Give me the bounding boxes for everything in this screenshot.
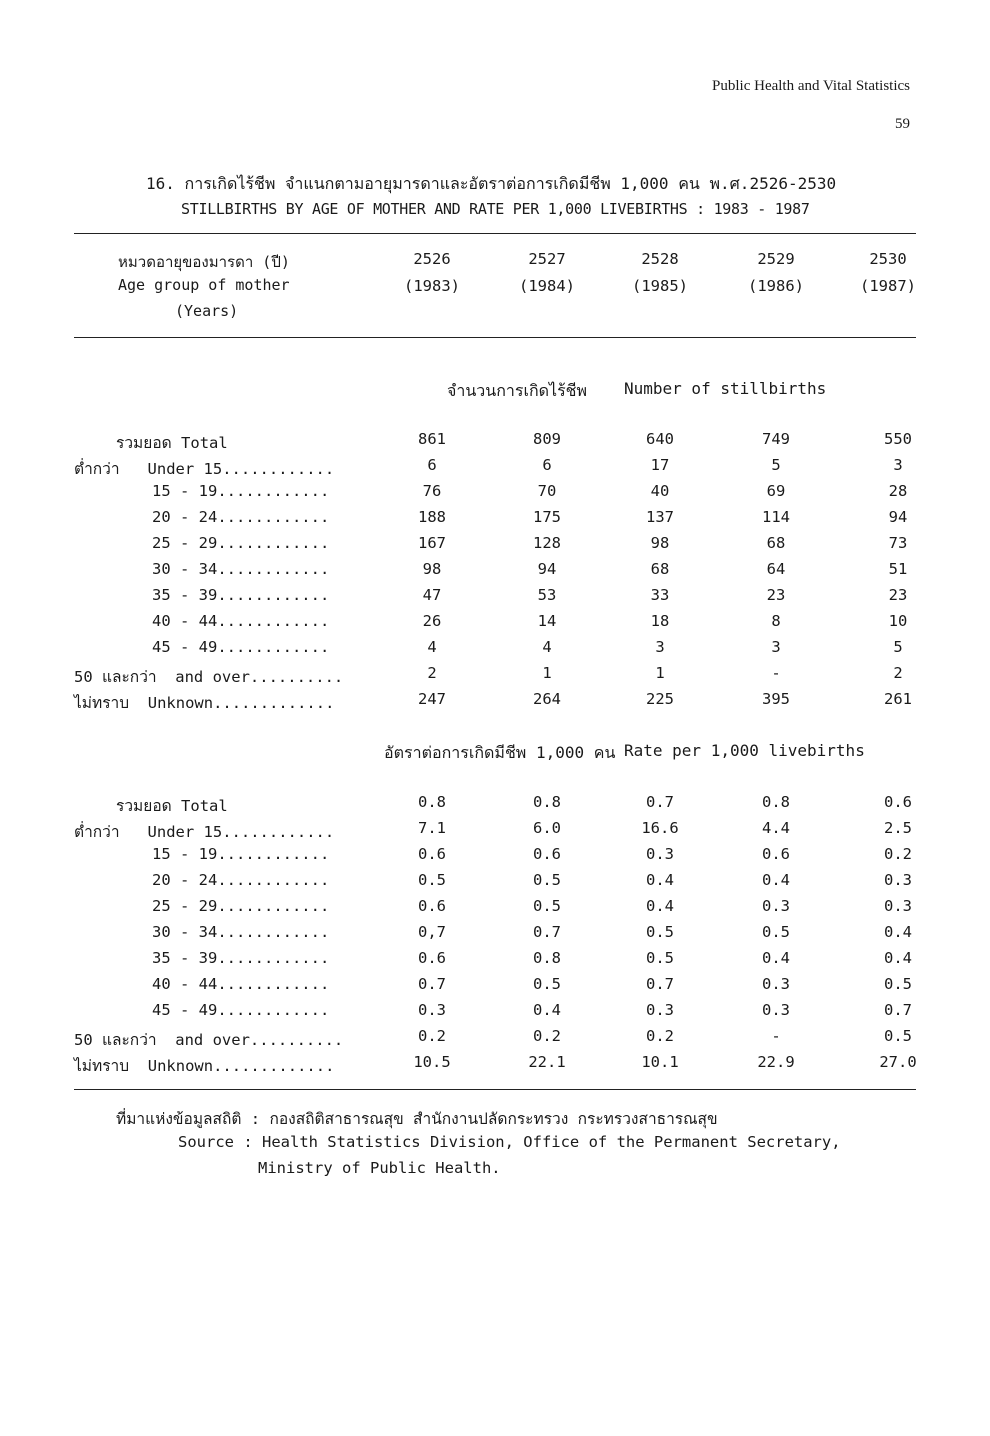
row-label: 25 - 29............ bbox=[152, 534, 330, 552]
table-cell: 5 bbox=[893, 638, 903, 656]
table-cell: 40 bbox=[650, 482, 670, 500]
table-cell: 51 bbox=[888, 560, 908, 578]
table-cell: 0.3 bbox=[646, 845, 674, 863]
row-label: 40 - 44............ bbox=[152, 612, 330, 630]
table-cell: 861 bbox=[418, 430, 446, 448]
row-label: 20 - 24............ bbox=[152, 508, 330, 526]
row-label: 50 และกว่า and over.......... bbox=[74, 668, 344, 686]
table-cell: 0.7 bbox=[646, 975, 674, 993]
row-label: 35 - 39............ bbox=[152, 949, 330, 967]
top-rule bbox=[74, 233, 916, 234]
table-cell: 0.6 bbox=[762, 845, 790, 863]
table-cell: 4.4 bbox=[762, 819, 790, 837]
table-cell: 76 bbox=[422, 482, 442, 500]
row-label: ไม่ทราบ Unknown............. bbox=[74, 694, 335, 712]
column-header-ce: (1984) bbox=[519, 277, 575, 295]
table-cell: 0.7 bbox=[418, 975, 446, 993]
table-cell: 68 bbox=[766, 534, 786, 552]
column-header-be: 2529 bbox=[757, 250, 795, 268]
row-label: 20 - 24............ bbox=[152, 871, 330, 889]
table-cell: 175 bbox=[533, 508, 561, 526]
table-cell: 94 bbox=[888, 508, 908, 526]
table-cell: 0.7 bbox=[884, 1001, 912, 1019]
row-label: 45 - 49............ bbox=[152, 1001, 330, 1019]
table-cell: 68 bbox=[650, 560, 670, 578]
bottom-rule bbox=[74, 1089, 916, 1090]
column-header-be: 2528 bbox=[641, 250, 679, 268]
table-cell: - bbox=[771, 664, 781, 682]
table-cell: 0.8 bbox=[418, 793, 446, 811]
row-header-english: Age group of mother bbox=[118, 276, 290, 294]
table-title-english: STILLBIRTHS BY AGE OF MOTHER AND RATE PER 1,000 LIVEBIRTHS : 1983 - 1987 bbox=[181, 200, 810, 218]
table-cell: 0.4 bbox=[533, 1001, 561, 1019]
table-cell: 4 bbox=[542, 638, 552, 656]
table-cell: 5 bbox=[771, 456, 781, 474]
page-number: 59 bbox=[895, 116, 910, 132]
table-cell: 0.8 bbox=[533, 949, 561, 967]
table-cell: 0.8 bbox=[762, 793, 790, 811]
column-header-ce: (1983) bbox=[404, 277, 460, 295]
table-cell: 0.7 bbox=[646, 793, 674, 811]
table-cell: 0.3 bbox=[762, 897, 790, 915]
table-cell: 188 bbox=[418, 508, 446, 526]
table-cell: 0.2 bbox=[646, 1027, 674, 1045]
table-cell: 0.6 bbox=[418, 897, 446, 915]
table-cell: 7.1 bbox=[418, 819, 446, 837]
table-cell: 0.5 bbox=[533, 897, 561, 915]
table-cell: 98 bbox=[422, 560, 442, 578]
table-cell: 23 bbox=[888, 586, 908, 604]
row-header-units: (Years) bbox=[175, 302, 239, 320]
table-cell: 4 bbox=[427, 638, 437, 656]
row-label: 50 และกว่า and over.......... bbox=[74, 1031, 344, 1049]
column-header-be: 2530 bbox=[869, 250, 907, 268]
table-title-thai: 16. การเกิดไร้ชีพ จำแนกตามอายุมารดาและอัตราต่อการเกิดมีชีพ 1,000 คน พ.ศ.2526-2530 bbox=[146, 174, 837, 193]
table-cell: 6.0 bbox=[533, 819, 561, 837]
table-cell: 0.4 bbox=[646, 897, 674, 915]
table-cell: 1 bbox=[542, 664, 552, 682]
table-cell: 0.5 bbox=[533, 975, 561, 993]
row-header-thai: หมวดอายุของมารดา (ปี) bbox=[118, 253, 290, 271]
row-label: 15 - 19............ bbox=[152, 845, 330, 863]
source-english-line2: Ministry of Public Health. bbox=[258, 1159, 501, 1177]
row-label: รวมยอด Total bbox=[116, 434, 228, 452]
table-cell: 0.3 bbox=[646, 1001, 674, 1019]
table-cell: 2 bbox=[893, 664, 903, 682]
column-header-be: 2526 bbox=[413, 250, 451, 268]
column-header-ce: (1987) bbox=[860, 277, 916, 295]
row-label: 40 - 44............ bbox=[152, 975, 330, 993]
table-cell: 0.2 bbox=[418, 1027, 446, 1045]
running-head: Public Health and Vital Statistics bbox=[712, 78, 910, 94]
column-header-ce: (1985) bbox=[632, 277, 688, 295]
source-thai: ที่มาแห่งข้อมูลสถิติ : กองสถิติสาธารณสุข สำนักงานปลัดกระทรวง กระทรวงสาธารณสุข bbox=[116, 1110, 718, 1128]
table-cell: 0.6 bbox=[533, 845, 561, 863]
table-cell: 0.6 bbox=[884, 793, 912, 811]
section-label-english: Rate per 1,000 livebirths bbox=[624, 741, 865, 760]
row-label: ต่ำกว่า Under 15............ bbox=[74, 823, 335, 841]
table-cell: 0.2 bbox=[533, 1027, 561, 1045]
table-cell: 0.5 bbox=[533, 871, 561, 889]
table-cell: 0.4 bbox=[884, 923, 912, 941]
table-cell: 0.6 bbox=[418, 845, 446, 863]
table-cell: 3 bbox=[771, 638, 781, 656]
table-cell: 0.3 bbox=[762, 975, 790, 993]
table-cell: 0.6 bbox=[418, 949, 446, 967]
table-cell: 0.5 bbox=[884, 975, 912, 993]
table-cell: 1 bbox=[655, 664, 665, 682]
table-cell: 27.0 bbox=[879, 1053, 917, 1071]
table-cell: 809 bbox=[533, 430, 561, 448]
table-cell: 0.3 bbox=[762, 1001, 790, 1019]
table-cell: 16.6 bbox=[641, 819, 679, 837]
row-label: ไม่ทราบ Unknown............. bbox=[74, 1057, 335, 1075]
table-cell: 0.4 bbox=[884, 949, 912, 967]
table-cell: 261 bbox=[884, 690, 912, 708]
table-cell: - bbox=[771, 1027, 781, 1045]
table-cell: 22.1 bbox=[528, 1053, 566, 1071]
table-cell: 17 bbox=[650, 456, 670, 474]
table-cell: 6 bbox=[427, 456, 437, 474]
table-cell: 0.5 bbox=[418, 871, 446, 889]
row-label: 30 - 34............ bbox=[152, 923, 330, 941]
table-cell: 8 bbox=[771, 612, 781, 630]
row-label: 45 - 49............ bbox=[152, 638, 330, 656]
row-label: 25 - 29............ bbox=[152, 897, 330, 915]
table-cell: 167 bbox=[418, 534, 446, 552]
table-cell: 53 bbox=[537, 586, 557, 604]
row-label: 30 - 34............ bbox=[152, 560, 330, 578]
column-header-be: 2527 bbox=[528, 250, 566, 268]
table-cell: 0.3 bbox=[884, 871, 912, 889]
table-cell: 47 bbox=[422, 586, 442, 604]
table-cell: 0.3 bbox=[884, 897, 912, 915]
table-cell: 33 bbox=[650, 586, 670, 604]
table-cell: 0.3 bbox=[418, 1001, 446, 1019]
table-cell: 94 bbox=[537, 560, 557, 578]
table-cell: 2.5 bbox=[884, 819, 912, 837]
table-cell: 264 bbox=[533, 690, 561, 708]
table-cell: 0.7 bbox=[533, 923, 561, 941]
table-cell: 0,7 bbox=[418, 923, 446, 941]
table-cell: 3 bbox=[655, 638, 665, 656]
table-cell: 395 bbox=[762, 690, 790, 708]
table-cell: 10 bbox=[888, 612, 908, 630]
table-cell: 2 bbox=[427, 664, 437, 682]
table-cell: 22.9 bbox=[757, 1053, 795, 1071]
table-cell: 137 bbox=[646, 508, 674, 526]
table-cell: 0.2 bbox=[884, 845, 912, 863]
table-cell: 14 bbox=[537, 612, 557, 630]
table-cell: 0.5 bbox=[884, 1027, 912, 1045]
table-cell: 98 bbox=[650, 534, 670, 552]
table-cell: 69 bbox=[766, 482, 786, 500]
table-cell: 749 bbox=[762, 430, 790, 448]
table-cell: 70 bbox=[537, 482, 557, 500]
table-cell: 0.4 bbox=[762, 949, 790, 967]
table-cell: 18 bbox=[650, 612, 670, 630]
row-label: ต่ำกว่า Under 15............ bbox=[74, 460, 335, 478]
table-cell: 550 bbox=[884, 430, 912, 448]
table-cell: 26 bbox=[422, 612, 442, 630]
table-cell: 10.1 bbox=[641, 1053, 679, 1071]
table-cell: 3 bbox=[893, 456, 903, 474]
table-cell: 0.8 bbox=[533, 793, 561, 811]
table-cell: 0.4 bbox=[762, 871, 790, 889]
table-cell: 128 bbox=[533, 534, 561, 552]
row-label: รวมยอด Total bbox=[116, 797, 228, 815]
section-label-english: Number of stillbirths bbox=[624, 379, 827, 398]
section-label-thai: จำนวนการเกิดไร้ชีพ bbox=[447, 381, 588, 400]
section-label-thai: อัตราต่อการเกิดมีชีพ 1,000 คน bbox=[384, 743, 616, 762]
header-rule bbox=[74, 337, 916, 338]
row-label: 35 - 39............ bbox=[152, 586, 330, 604]
table-cell: 0.5 bbox=[646, 923, 674, 941]
table-cell: 0.4 bbox=[646, 871, 674, 889]
table-cell: 640 bbox=[646, 430, 674, 448]
table-cell: 114 bbox=[762, 508, 790, 526]
table-cell: 10.5 bbox=[413, 1053, 451, 1071]
table-cell: 6 bbox=[542, 456, 552, 474]
table-cell: 247 bbox=[418, 690, 446, 708]
table-cell: 0.5 bbox=[762, 923, 790, 941]
table-cell: 28 bbox=[888, 482, 908, 500]
source-english-line1: Source : Health Statistics Division, Office of the Permanent Secretary, bbox=[178, 1133, 841, 1151]
table-cell: 225 bbox=[646, 690, 674, 708]
table-cell: 23 bbox=[766, 586, 786, 604]
table-cell: 64 bbox=[766, 560, 786, 578]
column-header-ce: (1986) bbox=[748, 277, 804, 295]
table-cell: 73 bbox=[888, 534, 908, 552]
table-cell: 0.5 bbox=[646, 949, 674, 967]
row-label: 15 - 19............ bbox=[152, 482, 330, 500]
